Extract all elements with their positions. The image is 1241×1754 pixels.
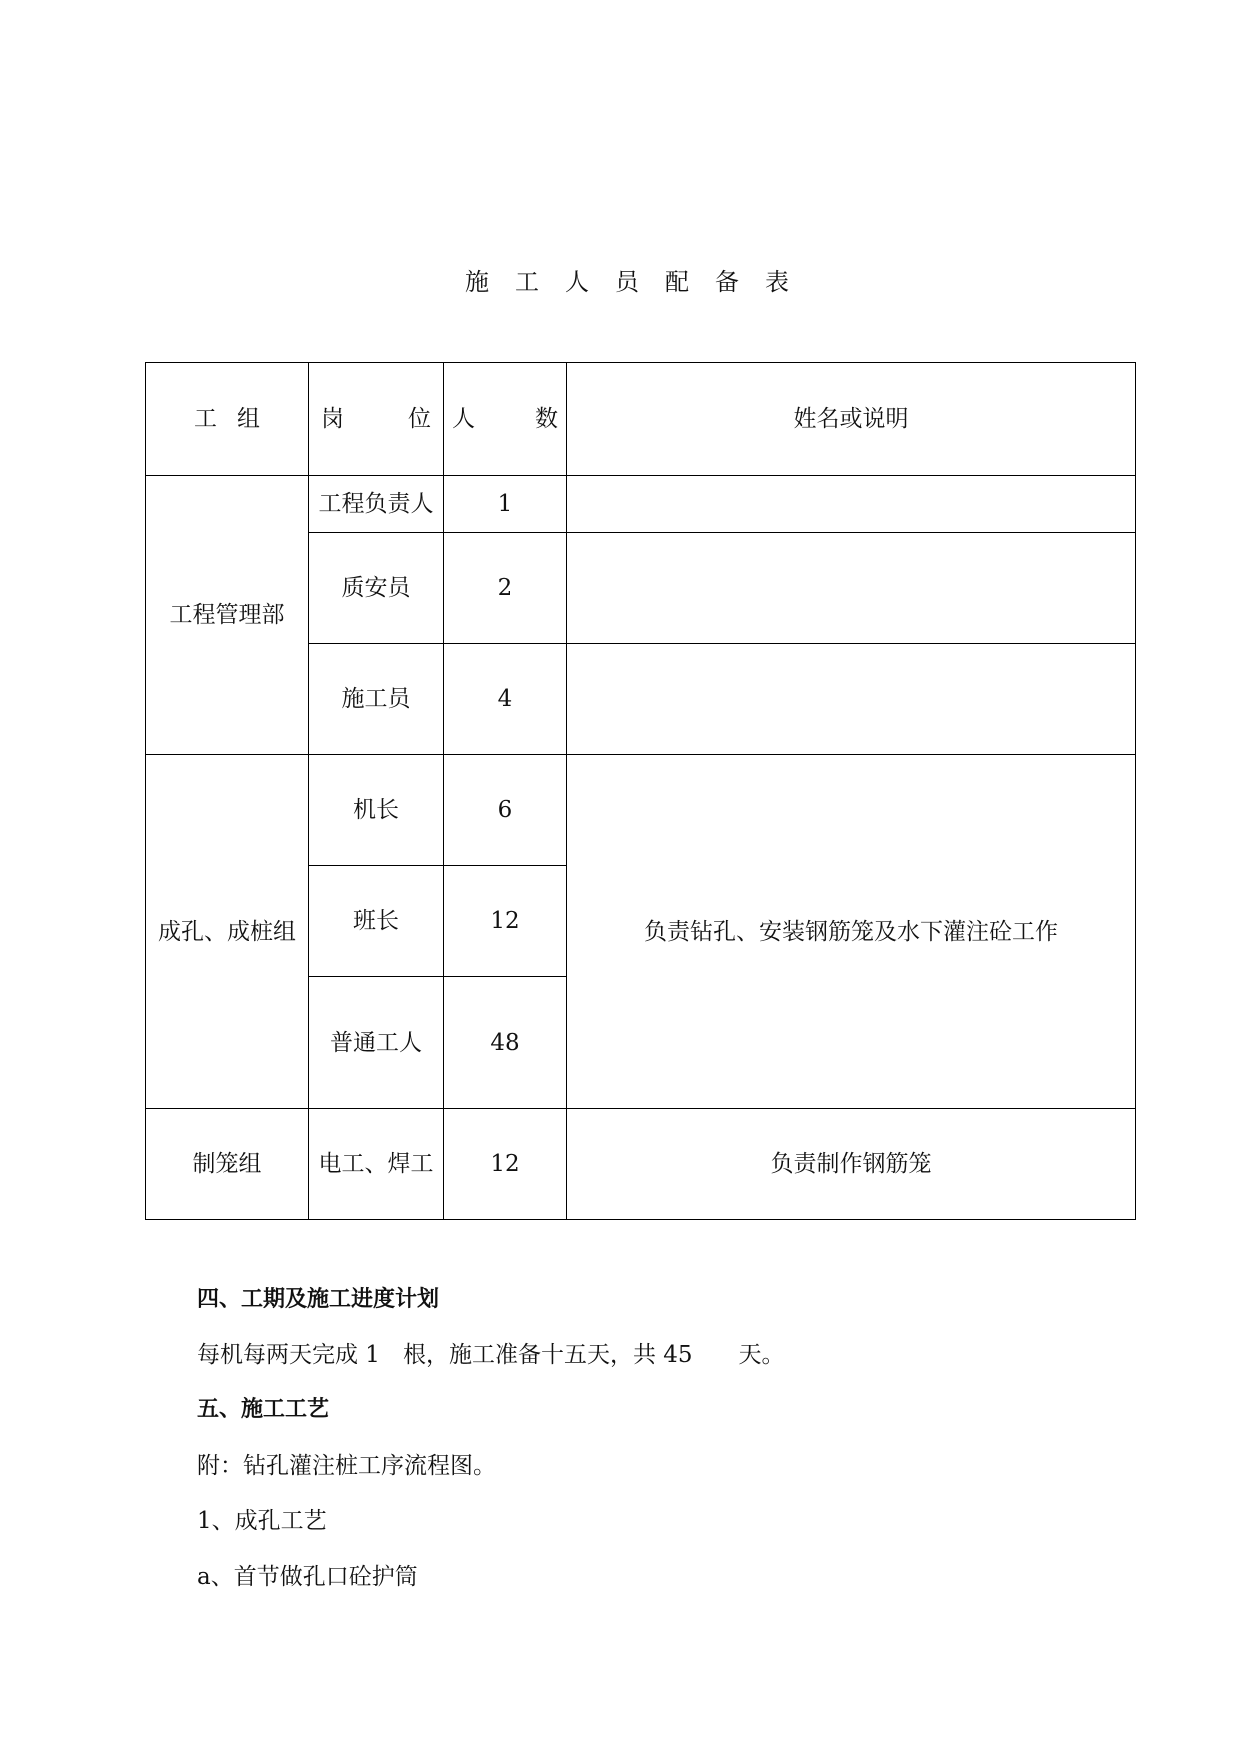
appendix-text: 附：钻孔灌注桩工序流程图。 <box>197 1453 496 1479</box>
remark-cell: 负责钻孔、安装钢筋笼及水下灌注砼工作 <box>567 755 1136 1109</box>
count-cell: 12 <box>444 1109 567 1220</box>
header-post-left: 岗 <box>321 406 344 432</box>
schedule-text: 每机每两天完成 1 根，施工准备十五天，共 45 天。 <box>197 1342 785 1368</box>
group-cell: 成孔、成桩组 <box>146 755 309 1109</box>
header-count <box>444 363 567 476</box>
group-cell: 工程管理部 <box>146 476 309 755</box>
count-cell: 4 <box>444 644 567 755</box>
remark-cell <box>567 476 1136 533</box>
staff-table <box>145 362 1136 1220</box>
process-heading: 五、施工工艺 <box>197 1397 330 1422</box>
count-cell: 12 <box>444 866 567 977</box>
item-1-text: 1、成孔工艺 <box>197 1508 327 1534</box>
table-title: 施工人员配备表 <box>465 268 815 296</box>
header-post-right: 位 <box>408 406 431 432</box>
post-cell: 班长 <box>309 866 444 977</box>
count-cell: 2 <box>444 533 567 644</box>
post-cell: 施工员 <box>309 644 444 755</box>
count-cell: 6 <box>444 755 567 866</box>
post-cell: 质安员 <box>309 533 444 644</box>
header-group: 工组 <box>146 363 309 476</box>
schedule-heading: 四、工期及施工进度计划 <box>197 1287 440 1312</box>
header-count-left: 人 <box>452 406 475 432</box>
post-cell: 电工、焊工 <box>309 1109 444 1220</box>
table-row <box>146 476 1136 533</box>
count-cell: 1 <box>444 476 567 533</box>
post-cell: 机长 <box>309 755 444 866</box>
remark-cell: 负责制作钢筋笼 <box>567 1109 1136 1220</box>
remark-cell <box>567 533 1136 644</box>
group-cell: 制笼组 <box>146 1109 309 1220</box>
table-row <box>146 755 1136 866</box>
table-row <box>146 1109 1136 1220</box>
header-post <box>309 363 444 476</box>
header-count-right: 数 <box>535 406 558 432</box>
table-header-row <box>146 363 1136 476</box>
post-cell: 普通工人 <box>309 977 444 1109</box>
header-remarks: 姓名或说明 <box>567 363 1136 476</box>
remark-cell <box>567 644 1136 755</box>
count-cell: 48 <box>444 977 567 1109</box>
post-cell: 工程负责人 <box>309 476 444 533</box>
item-a-text: a、首节做孔口砼护筒 <box>197 1564 418 1590</box>
